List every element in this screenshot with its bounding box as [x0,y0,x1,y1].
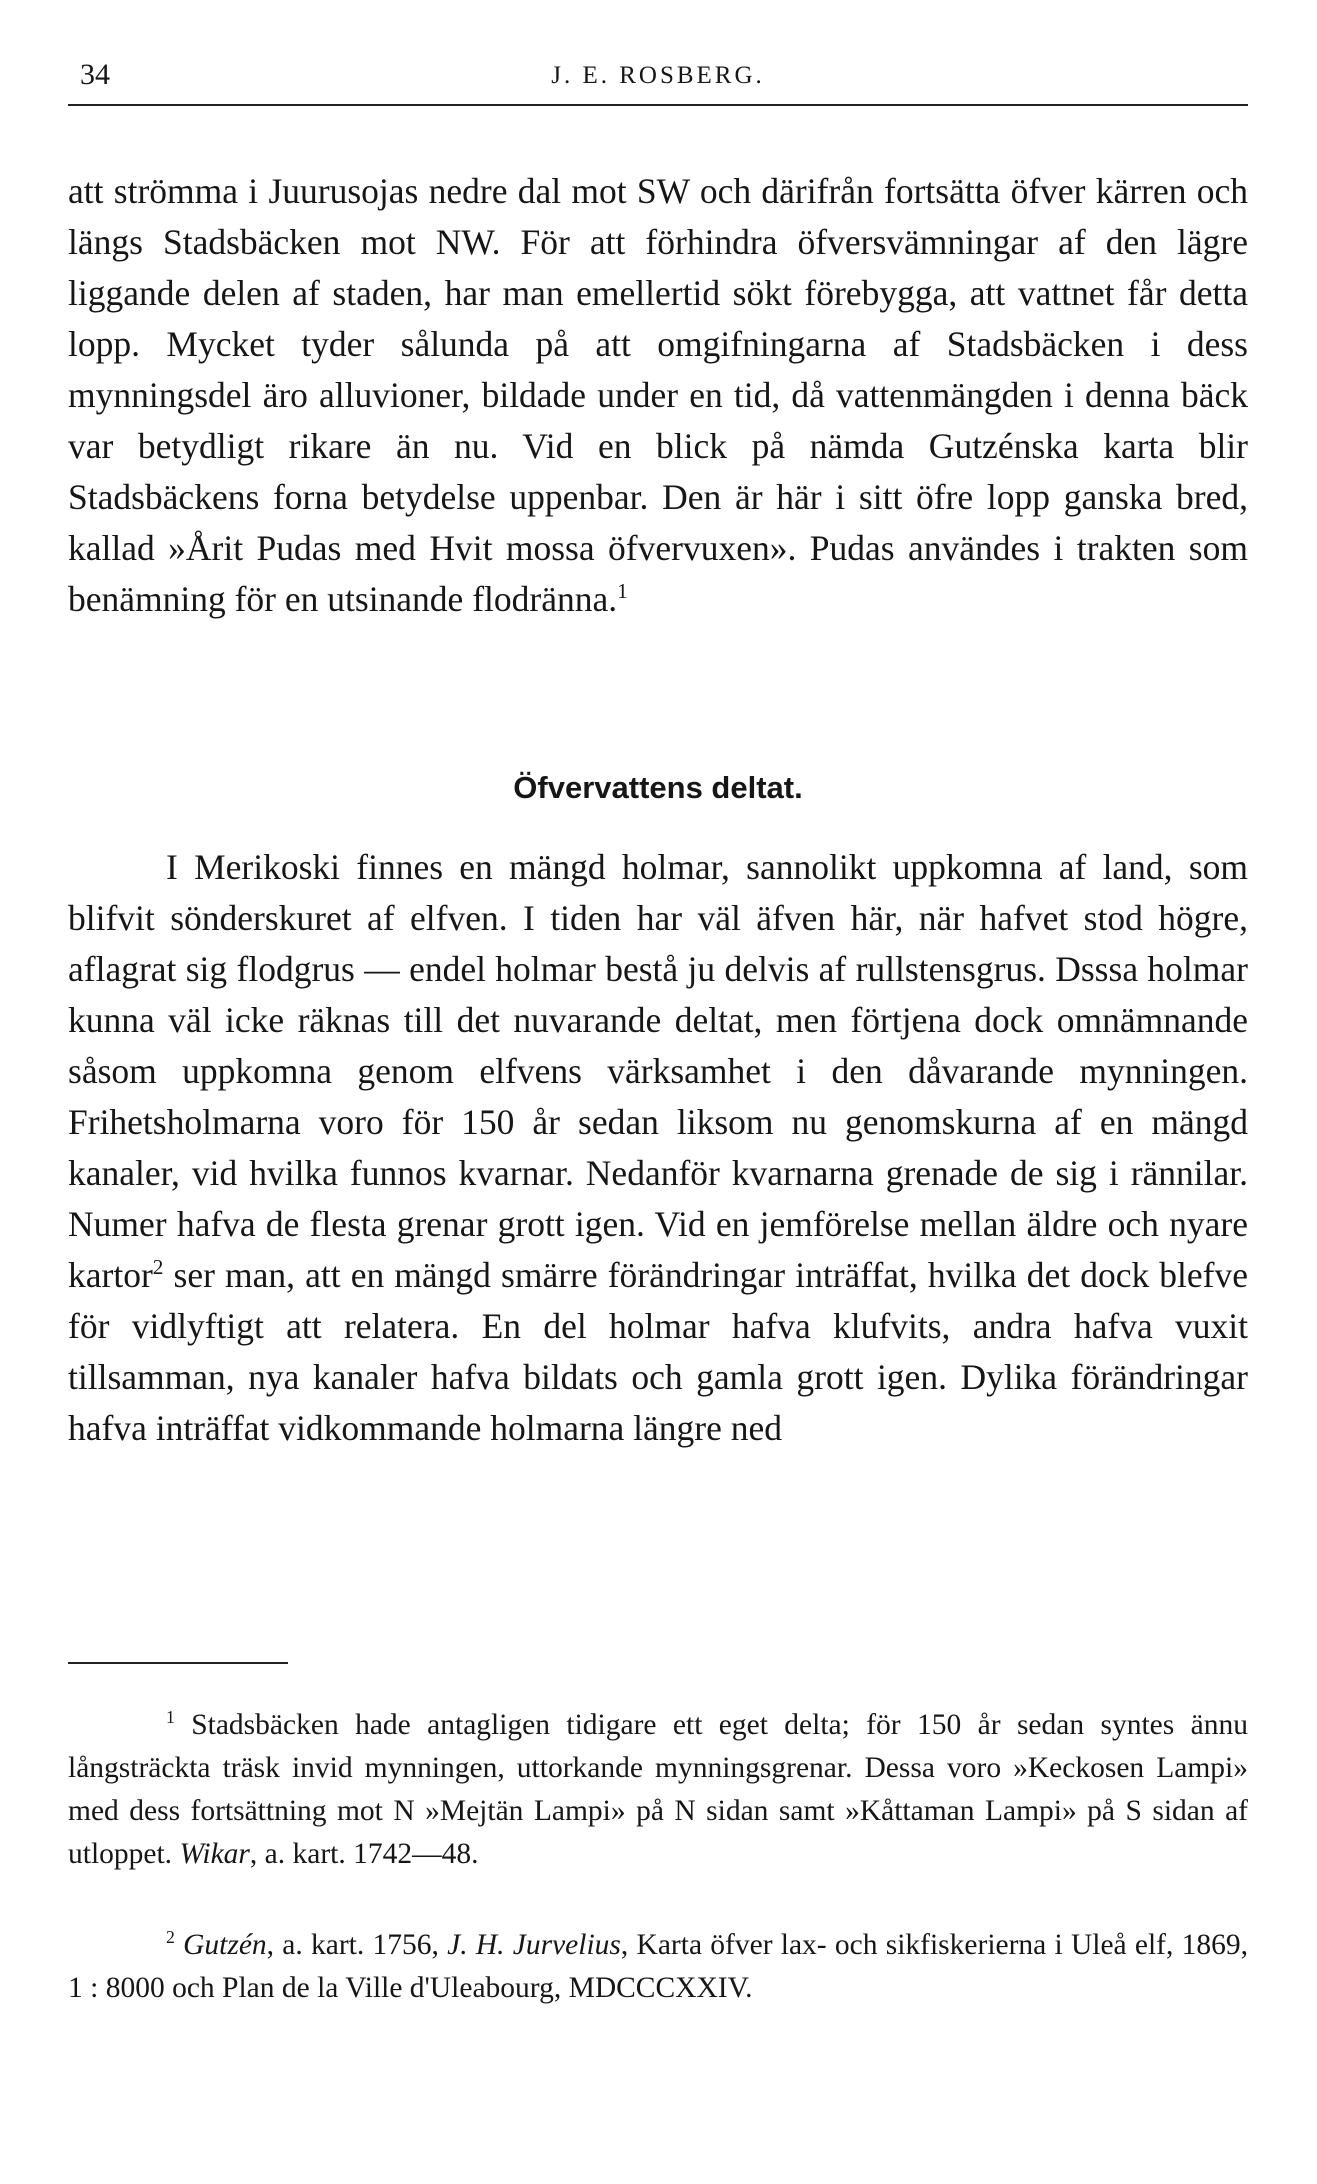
footnote-marker: 2 [166,1927,175,1948]
paragraph-text: I Merikoski finnes en mängd holmar, sannolikt uppkomna af land, som blifvit sönderskuret af elfven. I tiden har väl äfven här, när hafvet stod högre, aflagrat sig flodgrus — endel holmar bestå ju delvis af rullstensgrus. Dsssa holmar kunna väl icke räknas till det nuvarande deltat, men förtjena dock omnämnande såsom uppkomna genom elfvens värksamhet i den dåvarande mynningen. Frihetsholmarna voro för 150 år sedan liksom nu genomskurna af en mängd kanaler, vid hvilka funnos kvarnar. Nedanför kvarnarna grenade de sig i rännilar. Numer hafva de flesta grenar grott igen. Vid en jemförelse mellan äldre och nyare kartor [68,847,1248,1295]
footnote-rule [68,1662,288,1664]
header-rule [68,104,1248,106]
footnote-text: , a. kart. 1756, [266,1929,448,1961]
page-header [68,48,1248,104]
footnote-text: , a. kart. 1742—48. [249,1838,479,1870]
footnote-1 [68,1704,1248,1876]
paragraph-text: ser man, att en mängd smärre förändringar inträffat, hvilka det dock blefve för vidlyftigt att relatera. En del holmar hafva klufvits, andra hafva vuxit tillsamman, nya kanaler hafva bildats och gamla grott igen. Dylika förändringar hafva inträffat vidkommande holmarna längre ned [68,1255,1248,1448]
page-number: 34 [80,58,110,91]
footnote-text: , Karta öfver lax- och sikfiskerierna i Uleå elf, 1869, 1 : 8000 och Plan de la Ville d'Uleabourg, MDCCCXXIV. [68,1929,1249,2004]
footnote-ref: 1 [617,579,628,604]
footnote-text: Stadsbäcken hade antagligen tidigare ett eget delta; för 150 år sedan syntes ännu långsträckta träsk invid mynningen, uttorkande mynningsgrenar. Dessa voro »Keckosen Lampi» med dess fortsättning mot N »Mejtän Lampi» på N sidan samt »Kåttaman Lampi» på S sidan af utloppet. [68,1709,1248,1870]
body-paragraph-2 [68,842,1248,1454]
body-paragraph-1 [68,166,1248,625]
paragraph-text: att strömma i Juurusojas nedre dal mot SW och därifrån fortsätta öfver kärren och längs Stadsbäcken mot NW. För att förhindra öfversvämningar af den lägre liggande delen af staden, har man emellertid sökt förebygga, att vattnet får detta lopp. Mycket tyder sålunda på att omgifningarna af Stadsbäcken i dess mynningsdel äro alluvioner, bildade under en tid, då vattenmängden i denna bäck var betydligt rikare än nu. Vid en blick på nämda Gutzénska karta blir Stadsbäckens forna betydelse uppenbar. Den är här i sitt öfre lopp ganska bred, kallad »Årit Pudas med Hvit mossa öfvervuxen». Pudas användes i trakten som benämning för en utsinande flodränna. [68,171,1248,619]
footnote-2 [68,1924,1248,2010]
section-heading: Öfvervattens deltat. [513,770,803,805]
footnote-citation: J. H. Jurvelius [447,1929,621,1961]
footnote-citation: Gutzén [183,1929,267,1961]
footnote-marker: 1 [166,1707,175,1728]
footnote-citation: Wikar [179,1838,250,1870]
footnote-ref: 2 [152,1255,164,1280]
running-head: J. E. ROSBERG. [551,62,765,89]
